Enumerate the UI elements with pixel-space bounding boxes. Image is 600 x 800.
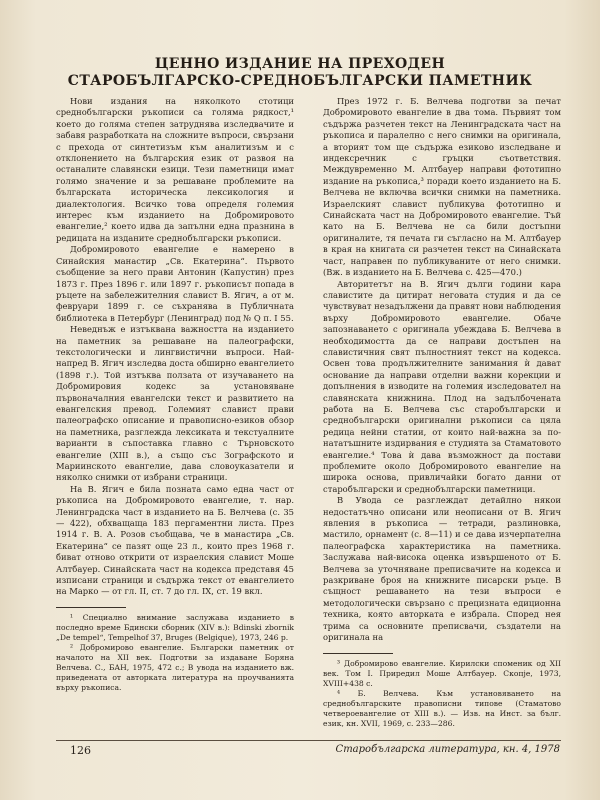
paragraph: В Увода се разглеждат детайлно някои недостатъчно описани или неописани от В. Ягич явления в ръкописа — тетради, разлиновка, мастило, орнамент (с. 8—11) и се дава изчерпателна палеографска характеристика на паметника. Заслужава най-висока оценка извършеното от Б. Велчева за уточняване преписвачите на кодекса и разкриване броя на книжните писарски ръце. В същност решаването на тези въпроси е методологически свързано с прецизната едиционна техника, която авторката е избрала. Според нея трима са основните преписвачи, създатели на оригинала на [323, 495, 561, 643]
paragraph: Добромировото евангелие е намерено в Синайския манастир „Св. Екатерина“. Първото съобщение за него прави Антонин (Капустин) през 1873 г. През 1896 г. или 1897 г. ръкописът попада в ръцете на забележителния славист В. Ягич, а от м. февруари 1899 г. се съхранява в Публичната библиотека в Петербург (Ленинград) под № Q п. I 55. [56, 244, 294, 323]
title-line-2: СТАРОБЪЛГАРСКО-СРЕДНОБЪЛГАРСКИ ПАМЕТНИК [67, 73, 533, 89]
paragraph: Нови издания на няколкото стотици среднобългарски ръкописи са голяма рядкост,¹ което до голяма степен затруднява изследвачите и забавя разработката на сложните въпроси, свързани с прехода от синтетизъм към аналитизъм и с отклонението на българския език от развоя на останалите славянски езици. Тези паметници имат голямо значение и за решаване проблемите на българската историческа лексикология и диалектология. Всичко това определя големия интерес към изданието на Добромировото евангелие,² което идва да запълни една празнина в редицата на изданите среднобългарски ръкописи. [56, 96, 294, 243]
page-number: 126 [70, 744, 91, 757]
right-column [323, 96, 561, 729]
paragraph: Авторитетът на В. Ягич дълги години кара славистите да цитират неговата студия и да се чувствуват незадължени да правят нови наблюдения върху Добромировото евангелие. Обаче запознаването с оригинала убеждава Б. Велчева в необходимостта да се направи достъпен на славистичния свят пълностният текст на кодекса. Освен това продължителните занимания ѝ дават основание да направи отделни важни корекции и допълнения в изводите на големия изследовател на славянската книжнина. Плод на задълбочената работа на Б. Велчева със старобългарски и среднобългарски оригинални ръкописи са цяла редица нейни статии, от които най-важна за по-нататъшните издирвания е студията за Стаматовото евангелие.⁴ Това ѝ дава възможност да постави проблемите около Добромировото евангелие на широка основа, привличайки богато данни от старобългарски и среднобългарски паметници. [323, 278, 561, 494]
footnote: ⁴ Б. Велчева. Към установяването на среднобългарските правописни типове (Стаматово четвероевангелие от XIII в.). — Изв. на Инст. за бълг. език, кн. XVII, 1969, с. 233—286. [323, 688, 561, 728]
paragraph: Неведнъж е изтъквана важността на изданието на паметник за решаване на палеографски, текстологически и лингвистични въпроси. Най-напред В. Ягич изследва доста обширно евангелието (1898 г.). Той изтъква ползата от изучаването на Добромировия кодекс за установяване първоначалния евангелски текст и развитието на евангелския превод. Големият славист прави палеографско описание и правописно-езиков обзор на паметника, разглежда лексиката и текстуалните варианти в съпоставка главно с Търновското евангелие (XIII в.), а също със Зографското и Мариинското евангелие, дава словоуказатели и няколко снимки от избрани страници. [56, 324, 294, 483]
footnote: ² Добромирово евангелие. Български паметник от началото на XII век. Подготви за издаване Боряна Велчева. С., БАН, 1975, 472 с.; В увода на изданието вж. приведената от авторката литература на проучванията върху ръкописа. [56, 642, 294, 692]
left-column [56, 96, 294, 693]
journal-citation: Старобългарска литература, кн. 4, 1978 [335, 744, 560, 755]
article-title [0, 56, 600, 90]
footnote-divider [323, 653, 393, 654]
paragraph: На В. Ягич е била позната само една част от ръкописа на Добромировото евангелие, т. нар. Ленинградска част в изданието на Б. Велчева (с. 35 — 422), обхващаща 183 пергаментни листа. През 1914 г. В. А. Розов съобщава, че в манастира „Св. Екатерина“ се пазят още 23 л., които през 1968 г. биват отново открити от израелския славист Моше Алтбауер. Синайската част на кодекса представя 45 изписани страници и съдържа текст от евангелието на Марко — от гл. II, ст. 7 до гл. IX, ст. 19 вкл. [56, 483, 294, 597]
footnote-divider [56, 607, 126, 608]
footnote: ¹ Специално внимание заслужава изданието в последно време Бдински сборник (XIV в.): Bdinski zbornik „De tempel“, Tempelhof 37, Bruges (Belgique), 1973, 246 p. [56, 612, 294, 642]
paragraph: През 1972 г. Б. Велчева подготви за печат Добромировото евангелие в два тома. Първият том съдържа разчетен текст на Ленинградската част на ръкописа и паралелно с него снимки на оригинала, а вторият том ще съдържа езиково изследване и индексречник с гръцки съответствия. Междувременно М. Алтбауер направи фототипно издание на ръкописа,³ поради което изданието на Б. Велчева не включва всички снимки на паметника. Израелският славист публикува фототипно и Синайската част на Добромировото евангелие. Тъй като на Б. Велчева не са били достъпни оригиналите, тя печата ги съгласно на М. Алтбауер в края на книгата си разчетен текст на Синайската част, направен по публикуваните от него снимки. (Вж. в изданието на Б. Велчева с. 425—470.) [323, 96, 561, 278]
footer-divider [56, 740, 561, 741]
title-line-1: ЦЕННО ИЗДАНИЕ НА ПРЕХОДЕН [154, 56, 446, 72]
footnote: ³ Добромирово евангелие. Кирилски споменик од XII век. Том I. Приредил Моше Алтбауер. Скопје, 1973, XVIII+438 с. [323, 658, 561, 688]
